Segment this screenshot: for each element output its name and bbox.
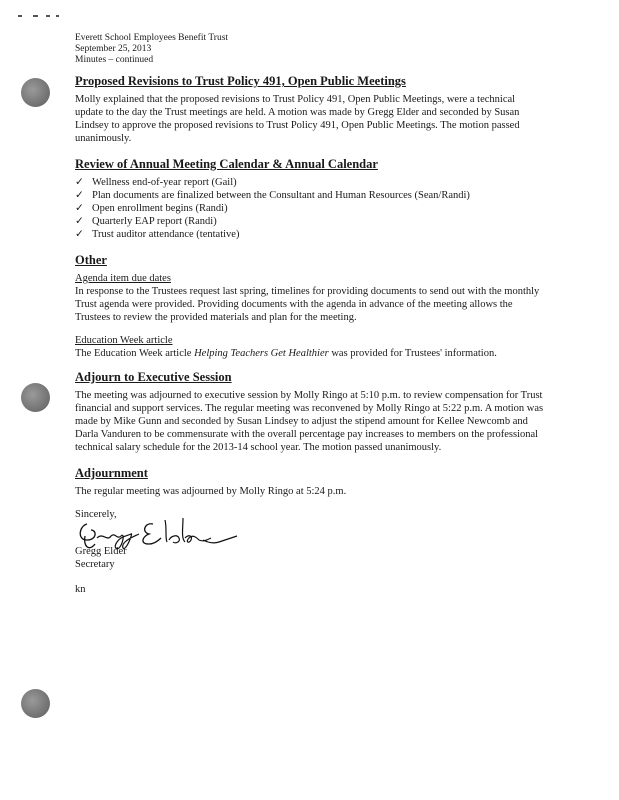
article-text-post: was provided for Trustees' information. — [328, 348, 497, 359]
section-body-policy: Molly explained that the proposed revisions to Trust Policy 491, Open Public Meetings, were a technical update to the day the Trust meetings are held. A motion was made by Gregg Elder and seconded by Susan Lindsey to approve the proposed revisions to Trust Policy 491, Open Public Meetings. The motion passed unanimously. — [75, 94, 520, 144]
document-content — [75, 33, 545, 596]
list-item — [75, 189, 545, 202]
list-item-text: Wellness end-of-year report (Gail) — [92, 177, 237, 188]
signer-role: Secretary — [75, 559, 115, 570]
list-item — [75, 202, 545, 215]
check-icon: ✓ — [75, 190, 84, 201]
list-item — [75, 228, 545, 241]
section-title-other: Other — [75, 253, 107, 267]
punch-hole — [21, 78, 50, 107]
list-item-text: Trust auditor attendance (tentative) — [92, 229, 240, 240]
punch-hole — [21, 689, 50, 718]
scan-speck — [56, 15, 59, 17]
check-icon: ✓ — [75, 177, 84, 188]
article-title: Helping Teachers Get Healthier — [194, 348, 329, 359]
check-icon: ✓ — [75, 229, 84, 240]
scan-speck — [33, 15, 38, 17]
list-item-text: Plan documents are finalized between the Consultant and Human Resources (Sean/Randi) — [92, 190, 470, 201]
signature-block — [75, 508, 545, 596]
section-body-adjournment: The regular meeting was adjourned by Molly Ringo at 5:24 p.m. — [75, 486, 347, 497]
section-title-calendar: Review of Annual Meeting Calendar & Annual Calendar — [75, 157, 378, 171]
subsection-body-article — [75, 347, 545, 360]
section-title-policy: Proposed Revisions to Trust Policy 491, Open Public Meetings — [75, 74, 406, 88]
subsection-body-due-dates: In response to the Trustees request last spring, timelines for providing documents to send out with the monthly Trust agenda were provided. Providing documents with the agenda in advance of the meeting allows the Trustees to review the provided materials and plan for the meeting. — [75, 286, 540, 323]
list-item-text: Quarterly EAP report (Randi) — [92, 216, 217, 227]
closing-salutation: Sincerely, — [75, 509, 117, 520]
subsection-title-article: Education Week article — [75, 335, 173, 346]
check-icon: ✓ — [75, 203, 84, 214]
scan-speck — [46, 15, 50, 17]
list-item-text: Open enrollment begins (Randi) — [92, 203, 228, 214]
section-title-adjournment: Adjournment — [75, 466, 148, 480]
header-date: September 25, 2013 — [75, 44, 152, 54]
check-icon: ✓ — [75, 216, 84, 227]
article-text-pre: The Education Week article — [75, 348, 195, 359]
section-body-executive: The meeting was adjourned to executive session by Molly Ringo at 5:10 p.m. to review compensation for Trust financial and support services. The regular meeting was reconvened by Molly Ringo at 5:22 p.m. A motion was made by Mike Gunn and seconded by Susan Lindsey to adjust the stipend amount for Kellee Newcomb and Darla Vanduren to be commensurate with the overall percentage pay increases to members on the professional technical salary schedule for the 2013-14 school year. The motion passed unanimously. — [75, 390, 544, 453]
subsection-title-due-dates: Agenda item due dates — [75, 273, 171, 284]
header-minutes: Minutes – continued — [75, 55, 154, 65]
punch-hole — [21, 383, 50, 412]
section-title-executive: Adjourn to Executive Session — [75, 370, 232, 384]
list-item — [75, 176, 545, 189]
handwritten-signature — [73, 510, 248, 554]
calendar-checklist — [75, 176, 545, 241]
signer-name: Gregg Elder — [75, 546, 127, 557]
header-org: Everett School Employees Benefit Trust — [75, 33, 229, 43]
list-item — [75, 215, 545, 228]
typist-initials: kn — [75, 584, 86, 595]
scan-speck — [18, 15, 22, 17]
